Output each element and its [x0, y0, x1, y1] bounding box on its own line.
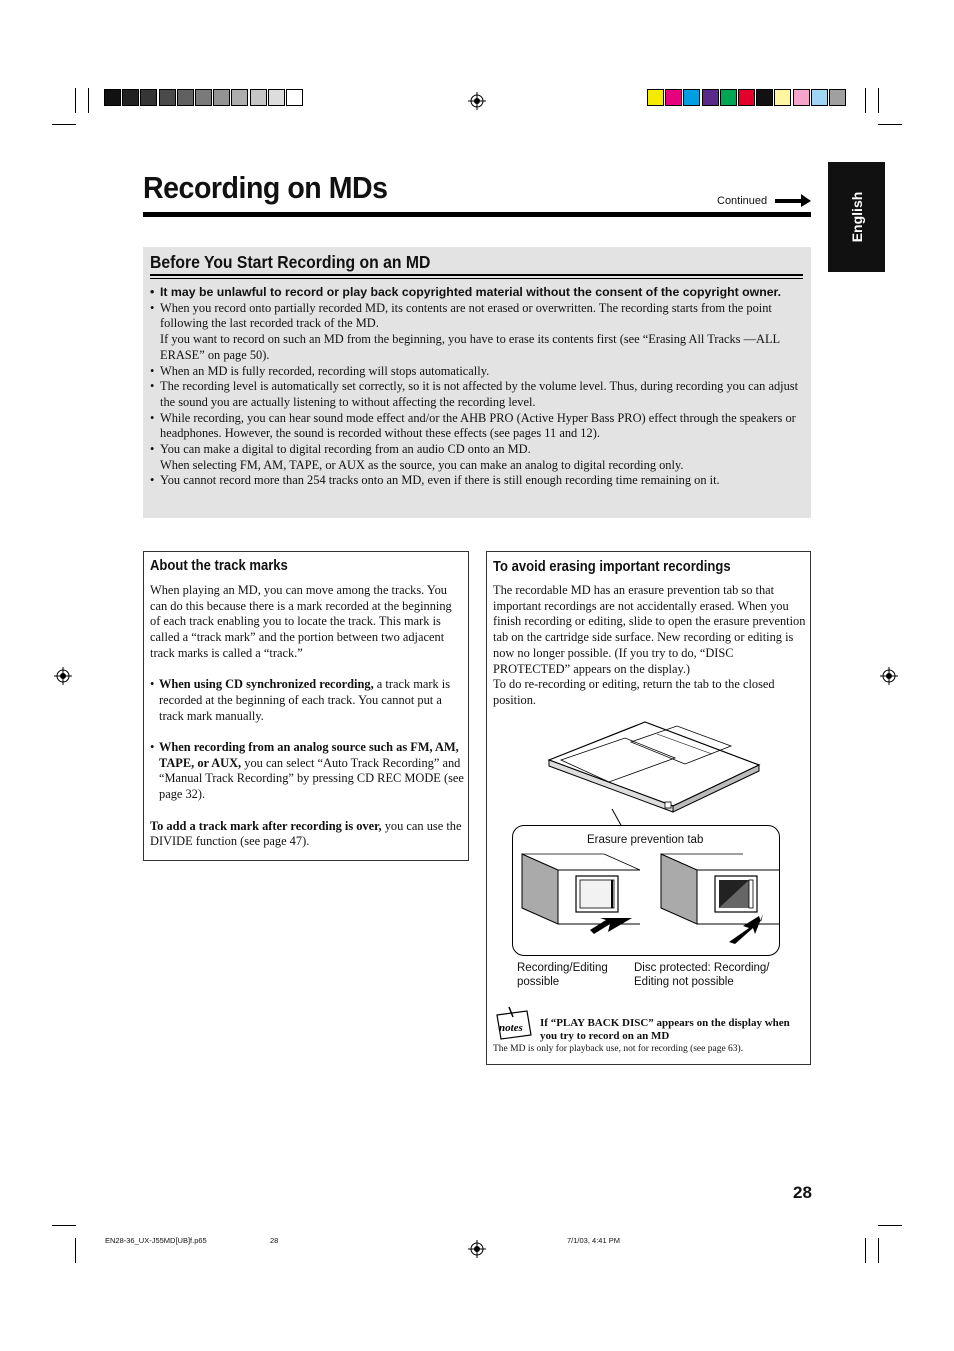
- avoid-erasing-heading: To avoid erasing important recordings: [493, 559, 731, 575]
- color-swatch: [213, 89, 230, 106]
- before-recording-item-text: The recording level is automatically set correctly, so it is not affected by the volume level. Thus, during recording you can adjust the sound you are actually listening to without affecting the recording level.: [160, 379, 799, 409]
- color-swatch: [122, 89, 139, 106]
- before-recording-item-text: When an MD is fully recorded, recording will stops automatically.: [160, 363, 490, 378]
- crop-mark: [878, 1238, 879, 1263]
- color-swatch: [793, 89, 810, 106]
- caption-disc-protected: Disc protected: Recording/ Editing not possible: [634, 962, 770, 988]
- before-recording-item: [150, 364, 803, 380]
- before-recording-item-text: You cannot record more than 254 tracks onto an MD, even if there is still enough recording time remaining on it.: [160, 473, 720, 488]
- heading-rule: [150, 278, 803, 279]
- cd-sync-bold: When using CD synchronized recording,: [159, 677, 374, 692]
- add-mark-bold: To add a track mark after recording is over,: [150, 818, 382, 833]
- track-marks-heading: About the track marks: [150, 558, 288, 574]
- track-marks-intro: When playing an MD, you can move among the tracks. You can do this because there is a mark recorded at the beginning of each track enabling you to locate the track. This mark is called a “track mark” and the portion between two adjacent track marks is called a “track.”: [150, 583, 452, 660]
- add-mark-note: [150, 819, 464, 850]
- avoid-erasing-body: [493, 583, 807, 709]
- color-swatch: [738, 89, 755, 106]
- before-recording-item: [150, 473, 803, 489]
- crop-mark: [75, 88, 76, 113]
- registration-target-icon: [880, 667, 898, 685]
- color-swatch: [159, 89, 176, 106]
- heading-rule: [150, 274, 803, 276]
- color-swatch: [231, 89, 248, 106]
- analog-text: you can select “Auto Track Recording” and “Manual Track Recording” by pressing CD REC MODE (see page 32).: [159, 755, 464, 802]
- continued-label: Continued: [717, 195, 768, 207]
- color-swatch: [140, 89, 157, 106]
- before-recording-item-text: While recording, you can hear sound mode effect and/or the AHB PRO (Active Hyper Bass PRO) effect through the speakers or headphones. However, the sound is recorded without these effects (see pages 11 and 12).: [160, 410, 796, 441]
- analog-note: [150, 740, 464, 803]
- before-recording-item-text: When you record onto partially recorded MD, its contents are not erased or overwritten. The recording starts from the point following the last recorded track of the MD.: [160, 300, 772, 331]
- before-recording-item-continuation: If you want to record on such an MD from the beginning, you have to erase its contents first (see “Erasing All Tracks —ALL ERASE” on page 50).: [160, 332, 780, 362]
- color-swatch: [665, 89, 682, 106]
- color-swatch: [647, 89, 664, 106]
- crop-mark: [878, 88, 879, 113]
- before-recording-item-continuation: When selecting FM, AM, TAPE, or AUX as the source, you can make an analog to digital recording only.: [160, 457, 684, 472]
- before-recording-list: [150, 285, 803, 489]
- page-title: Recording on MDs: [143, 170, 388, 205]
- notes-icon-label: notes: [499, 1022, 523, 1034]
- color-swatch: [774, 89, 791, 106]
- crop-mark: [52, 124, 76, 125]
- color-swatch: [683, 89, 700, 106]
- language-tab-label: English: [848, 191, 865, 243]
- before-recording-item: [150, 442, 803, 473]
- color-swatch: [829, 89, 846, 106]
- crop-mark: [52, 1225, 76, 1226]
- avoid-erasing-text2: To do re-recording or editing, return the tab to the closed position.: [493, 677, 775, 707]
- color-swatch: [286, 89, 303, 106]
- footer-file: EN28-36_UX-J55MD[UB]f.p65: [105, 1236, 207, 1245]
- before-recording-panel: [143, 247, 811, 518]
- tab-closed-detail: [520, 852, 640, 947]
- track-marks-box: [143, 551, 469, 861]
- before-recording-item-text: You can make a digital to digital recording from an audio CD onto an MD.: [160, 442, 531, 457]
- color-swatch: [720, 89, 737, 106]
- cd-sync-note: [150, 677, 464, 724]
- note-text: The MD is only for playback use, not for recording (see page 63).: [493, 1044, 744, 1054]
- crop-mark: [878, 1225, 902, 1226]
- crop-mark: [88, 88, 89, 113]
- page-number: 28: [793, 1183, 812, 1202]
- color-swatch: [702, 89, 719, 106]
- registration-target-icon: [54, 667, 72, 685]
- before-recording-item: [150, 411, 803, 442]
- crop-mark: [75, 1238, 76, 1263]
- footer-date: 7/1/03, 4:41 PM: [567, 1236, 620, 1245]
- add-mark-text: you can use the DIVIDE function (see page 47).: [150, 818, 462, 849]
- erasure-tab-label: Erasure prevention tab: [587, 834, 704, 846]
- footer-page: 28: [270, 1236, 279, 1245]
- before-recording-item: [150, 285, 803, 301]
- color-swatch: [268, 89, 285, 106]
- continued-arrow-icon: [775, 189, 811, 207]
- notes-icon: [493, 1005, 533, 1041]
- title-rule: [143, 212, 811, 217]
- color-swatch: [250, 89, 267, 106]
- registration-target-icon: [468, 92, 486, 110]
- before-recording-item: [150, 301, 803, 364]
- before-recording-heading: Before You Start Recording on an MD: [150, 252, 431, 272]
- crop-mark: [865, 1238, 866, 1263]
- md-cartridge-illustration: [547, 720, 777, 815]
- note-heading: If “PLAY BACK DISC” appears on the display when you try to record on an MD: [540, 1017, 790, 1042]
- caption-recording-possible: Recording/Editing possible: [517, 962, 608, 988]
- analog-bold: When recording from an analog source such as FM, AM, TAPE, or AUX,: [159, 740, 459, 770]
- color-swatch: [756, 89, 773, 106]
- before-recording-item-text: It may be unlawful to record or play back copyrighted material without the consent of the copyright owner.: [160, 285, 782, 299]
- before-recording-item: [150, 379, 803, 410]
- avoid-erasing-box: [486, 551, 811, 1065]
- cd-sync-text: a track mark is recorded at the beginning of each track. You cannot put a track mark manually.: [159, 677, 451, 723]
- crop-mark: [865, 88, 866, 113]
- color-swatch: [811, 89, 828, 106]
- registration-target-icon: [468, 1240, 486, 1258]
- crop-mark: [878, 124, 902, 125]
- color-swatch: [177, 89, 194, 106]
- tab-open-detail: [659, 852, 779, 947]
- color-swatch: [195, 89, 212, 106]
- track-marks-body: [150, 583, 464, 850]
- language-tab: [828, 162, 885, 272]
- color-swatch: [104, 89, 121, 106]
- avoid-erasing-text1: The recordable MD has an erasure prevention tab so that important recordings are not accidentally erased. When you finish recording or editing, slide to open the erasure prevention tab on the cartridge side surface. New recording or editing is now no longer possible. (If you try to do, “DISC PROTECTED” appears on the display.): [493, 583, 806, 676]
